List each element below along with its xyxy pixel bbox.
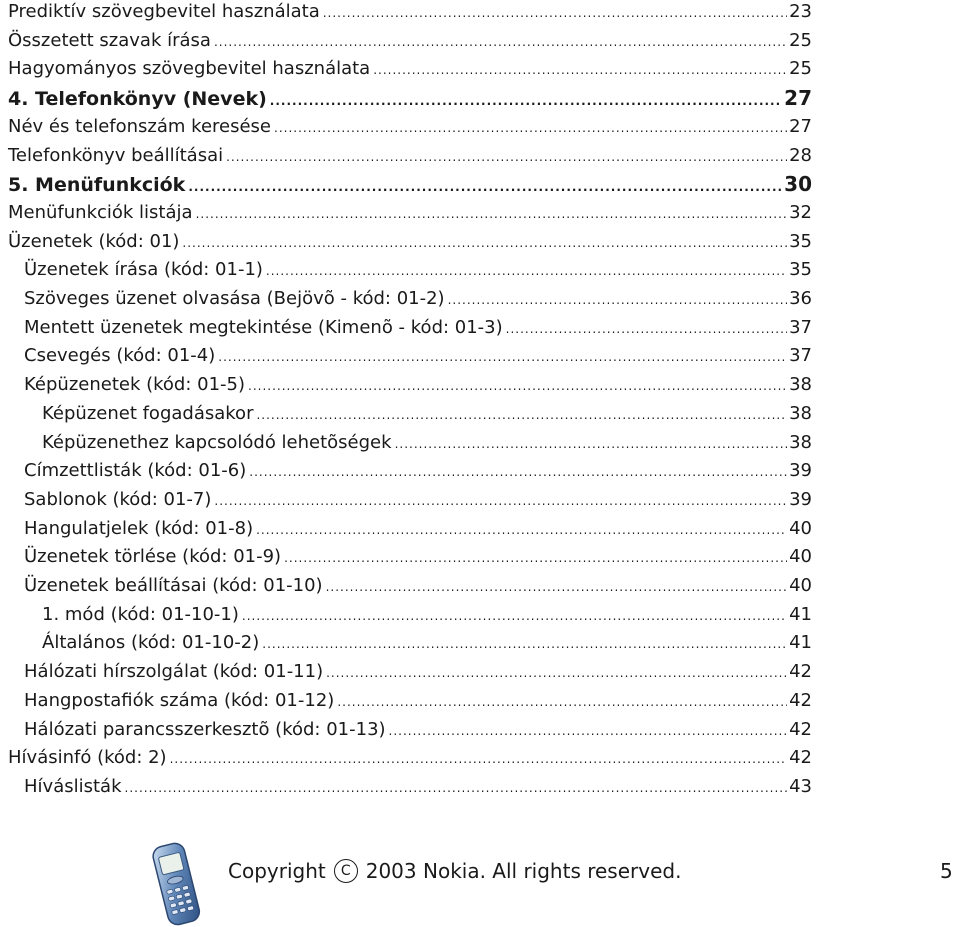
toc-entry[interactable] — [42, 429, 812, 457]
toc-entry-title: Sablonok (kód: 01-7) — [24, 488, 212, 510]
toc-leader-dots — [506, 315, 787, 343]
toc-entry-page: 39 — [789, 460, 812, 482]
toc-entry[interactable] — [24, 658, 812, 686]
toc-entry[interactable] — [24, 572, 812, 600]
toc-entry-title: Üzenetek írása (kód: 01-1) — [24, 259, 263, 281]
toc-leader-dots — [337, 688, 787, 716]
toc-entry-title: Hagyományos szövegbevitel használata — [8, 58, 371, 80]
toc-entry-page: 37 — [789, 345, 812, 367]
toc-entry-title: Szöveges üzenet olvasása (Bejövõ - kód: 01-2) — [24, 288, 445, 309]
toc-entry-page: 35 — [789, 230, 812, 252]
toc-entry-title: Általános (kód: 01-10-2) — [42, 632, 260, 654]
toc-leader-dots — [448, 286, 788, 314]
toc-entry-title: Hálózati parancsszerkesztõ (kód: 01-13) — [24, 718, 386, 740]
toc-entry-page: 42 — [789, 661, 812, 683]
toc-entry-title: Üzenetek törlése (kód: 01-9) — [24, 546, 282, 568]
toc-leader-dots — [170, 745, 788, 773]
toc-entry-page: 28 — [789, 144, 812, 166]
toc-leader-dots — [373, 56, 787, 84]
toc-entry[interactable] — [24, 486, 812, 514]
toc-entry-page: 38 — [789, 374, 812, 396]
toc-entry-page: 39 — [789, 488, 812, 510]
page-footer — [0, 835, 960, 927]
toc-entry-page: 23 — [789, 1, 812, 22]
toc-leader-dots — [226, 143, 787, 171]
toc-entry-title: Képüzenet fogadásakor — [42, 402, 254, 424]
toc-entry-page: 40 — [789, 575, 812, 596]
toc-entry-title: 4. Telefonkönyv (Nevek) — [8, 88, 267, 111]
toc-entry-page: 37 — [789, 316, 812, 338]
toc-entry[interactable] — [24, 716, 812, 744]
toc-entry-page: 27 — [784, 86, 812, 111]
toc-entry[interactable] — [24, 773, 812, 801]
toc-leader-dots — [182, 229, 787, 257]
copyright-notice — [228, 857, 681, 885]
toc-entry-title: Prediktív szövegbevitel használata — [8, 1, 320, 22]
toc-entry[interactable] — [24, 543, 812, 571]
toc-entry-title: Üzenetek beállításai (kód: 01-10) — [24, 575, 323, 596]
toc-entry-page: 42 — [789, 689, 812, 711]
toc-entry-title: 5. Menüfunkciók — [8, 174, 186, 197]
toc-entry[interactable] — [24, 285, 812, 313]
toc-entry[interactable] — [24, 687, 812, 715]
toc-entry[interactable] — [8, 199, 812, 227]
toc-leader-dots — [188, 173, 782, 201]
toc-entry-title: Képüzenetek (kód: 01-5) — [24, 374, 246, 396]
toc-entry-page: 25 — [789, 29, 812, 51]
toc-entry[interactable] — [8, 0, 812, 26]
toc-entry-title: Menüfunkciók listája — [8, 201, 193, 223]
toc-entry-page: 42 — [789, 747, 812, 769]
toc-leader-dots — [256, 516, 787, 544]
toc-entry[interactable] — [8, 228, 812, 256]
toc-leader-dots — [266, 257, 787, 285]
toc-entry-page: 36 — [789, 288, 812, 309]
toc-leader-dots — [218, 343, 787, 371]
toc-entry-page: 38 — [789, 431, 812, 453]
toc-chapter-entry[interactable] — [8, 84, 812, 112]
toc-entry-page: 38 — [789, 402, 812, 424]
toc-entry-title: Mentett üzenetek megtekintése (Kimenõ - kód: 01-3) — [24, 316, 503, 338]
toc-entry-page: 41 — [789, 632, 812, 654]
toc-leader-dots — [242, 602, 787, 630]
toc-leader-dots — [389, 717, 788, 745]
toc-leader-dots — [256, 401, 787, 429]
toc-entry-title: Telefonkönyv beállításai — [8, 144, 224, 166]
toc-entry-title: Hangpostafiók száma (kód: 01-12) — [24, 689, 335, 711]
toc-leader-dots — [395, 430, 788, 458]
toc-entry[interactable] — [42, 601, 812, 629]
copyright-text: 2003 Nokia. All rights reserved. — [365, 859, 682, 883]
toc-entry-title: Címzettlisták (kód: 01-6) — [24, 460, 247, 482]
toc-leader-dots — [284, 544, 787, 572]
toc-leader-dots — [270, 87, 782, 115]
toc-leader-dots — [262, 630, 787, 658]
toc-entry-title: Összetett szavak írása — [8, 29, 211, 51]
toc-leader-dots — [249, 458, 787, 486]
toc-leader-dots — [125, 774, 788, 802]
toc-entry[interactable] — [24, 515, 812, 543]
toc-entry-page: 41 — [789, 603, 812, 625]
toc-leader-dots — [196, 200, 788, 228]
copyright-prefix: Copyright — [228, 859, 326, 883]
toc-entry-page: 32 — [789, 201, 812, 223]
toc-entry-title: 1. mód (kód: 01-10-1) — [42, 603, 239, 625]
toc-entry-page: 40 — [789, 546, 812, 568]
toc-entry-title: Hálózati hírszolgálat (kód: 01-11) — [24, 661, 324, 683]
toc-entry[interactable] — [8, 142, 812, 170]
toc-entry-title: Hívásinfó (kód: 2) — [8, 747, 167, 769]
toc-entry[interactable] — [24, 371, 812, 399]
toc-entry[interactable] — [8, 55, 812, 83]
page-number: 5 — [940, 859, 953, 883]
phone-icon — [148, 840, 204, 926]
toc-entry[interactable] — [42, 400, 812, 428]
toc-leader-dots — [326, 573, 788, 601]
toc-entry-page: 27 — [789, 115, 812, 137]
toc-entry-title: Csevegés (kód: 01-4) — [24, 345, 216, 367]
toc-entry[interactable] — [24, 256, 812, 284]
toc-leader-dots — [326, 659, 787, 687]
toc-entry-title: Híváslisták — [24, 775, 122, 797]
toc-entry-page: 43 — [789, 775, 812, 797]
toc-entry-page: 35 — [789, 259, 812, 281]
toc-entry[interactable] — [42, 629, 812, 657]
toc-leader-dots — [248, 372, 787, 400]
toc-entry-page: 42 — [789, 718, 812, 740]
toc-chapter-entry[interactable] — [8, 170, 812, 198]
toc-entry[interactable] — [24, 314, 812, 342]
toc-leader-dots — [274, 114, 787, 142]
toc-entry-page: 40 — [789, 517, 812, 539]
toc-entry[interactable] — [8, 744, 812, 772]
toc-entry[interactable] — [8, 113, 812, 141]
copyright-symbol: C — [334, 859, 358, 883]
toc-entry-page: 30 — [784, 172, 812, 197]
toc-leader-dots — [323, 0, 787, 27]
toc-entry-title: Név és telefonszám keresése — [8, 115, 272, 137]
toc-entry-title: Üzenetek (kód: 01) — [8, 230, 180, 252]
toc-entry-title: Képüzenethez kapcsolódó lehetõségek — [42, 431, 392, 453]
toc-entry-page: 25 — [789, 58, 812, 80]
toc-leader-dots — [214, 487, 787, 515]
toc-leader-dots — [214, 28, 787, 56]
toc-entry[interactable] — [24, 342, 812, 370]
toc-entry[interactable] — [24, 457, 812, 485]
toc-entry-title: Hangulatjelek (kód: 01-8) — [24, 517, 254, 539]
toc-entry[interactable] — [8, 27, 812, 55]
